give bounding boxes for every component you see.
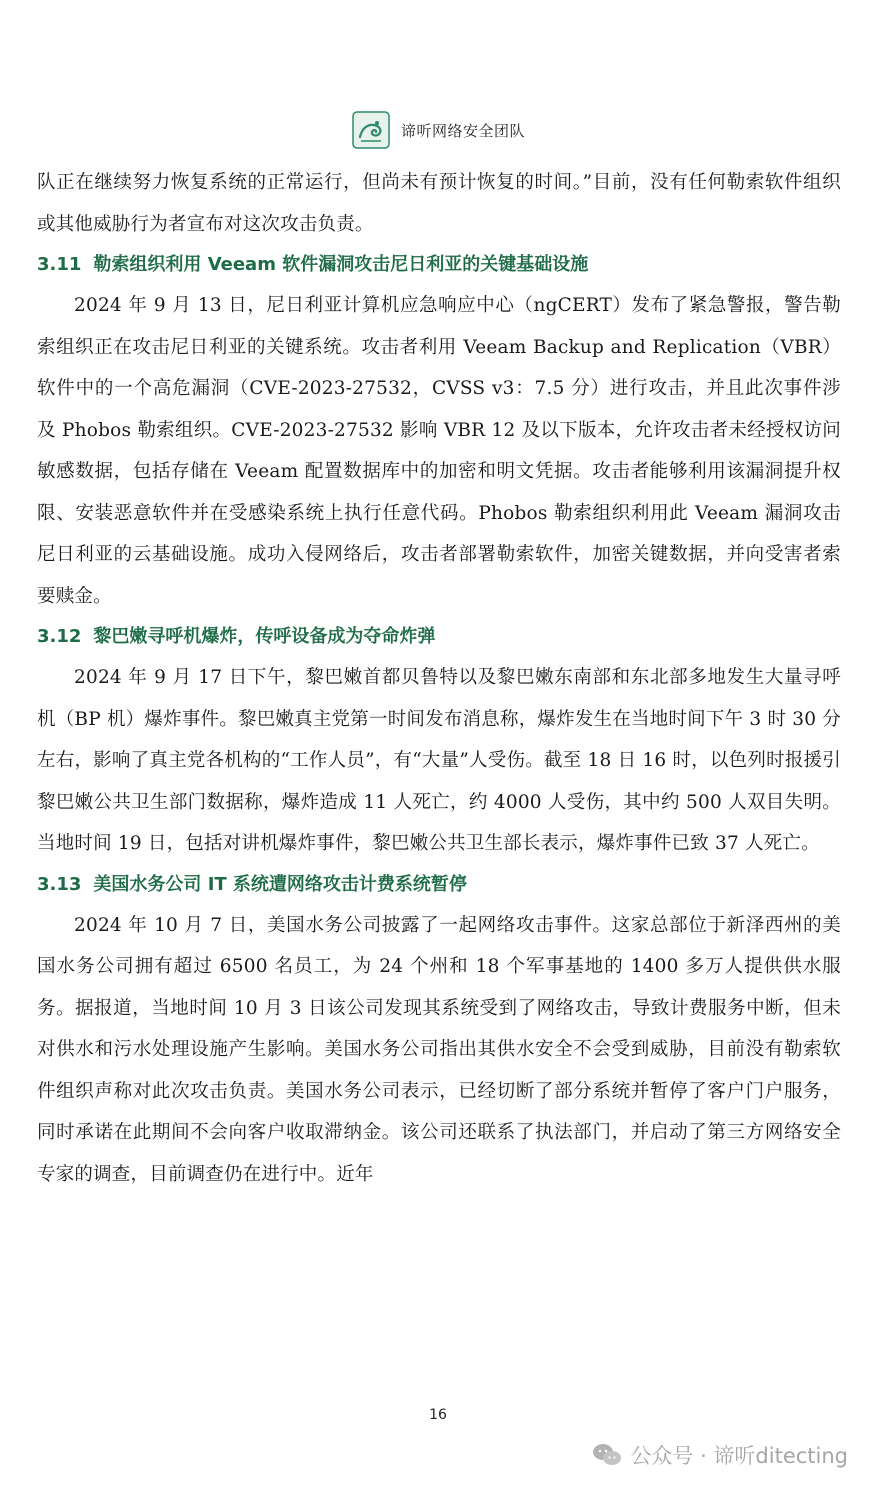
wechat-watermark <box>592 1440 848 1470</box>
dragon-logo-icon <box>351 110 391 150</box>
intro-paragraph: 队正在继续努力恢复系统的正常运行，但尚未有预计恢复的时间。”目前，没有任何勒索软件组织或其他威胁行为者宣布对这次攻击负责。 <box>37 172 841 235</box>
section-title: 黎巴嫩寻呼机爆炸，传呼设备成为夺命炸弹 <box>93 626 436 647</box>
section-title: 美国水务公司 IT 系统遭网络攻击计费系统暂停 <box>93 873 467 895</box>
section-title: 勒索组织利用 Veeam 软件漏洞攻击尼日利亚的关键基础设施 <box>93 254 589 275</box>
section-3-12-paragraph: 2024 年 9 月 17 日下午，黎巴嫩首都贝鲁特以及黎巴嫩东南部和东北部多地发生大量寻呼机（BP 机）爆炸事件。黎巴嫩真主党第一时间发布消息称，爆炸发生在当地时间下午 3 时 30 分左右，影响了真主党各机构的“工作人员”，有“大量”人受伤。截至 18 日 16 时，以色列时报援引黎巴嫩公共卫生部门数据称，爆炸造成 11 人死亡，约 4000 人受伤，其中约 500 人双目失明。当地时间 19 日，包括对讲机爆炸事件，黎巴嫩公共卫生部长表示，爆炸事件已致 37 人死亡。 <box>37 667 841 854</box>
page-number: 16 <box>429 1407 447 1423</box>
page-header <box>0 108 876 152</box>
wechat-icon <box>592 1442 622 1468</box>
section-heading-3-12 <box>37 617 841 657</box>
section-3-11-paragraph: 2024 年 9 月 13 日，尼日利亚计算机应急响应中心（ngCERT）发布了紧急警报，警告勒索组织正在攻击尼日利亚的关键系统。攻击者利用 Veeam Backup and Replication（VBR）软件中的一个高危漏洞（CVE-2023-27532，CVSS v3：7.5 分）进行攻击，并且此次事件涉及 Phobos 勒索组织。CVE-2023-27532 影响 VBR 12 及以下版本，允许攻击者未经授权访问敏感数据，包括存储在 Veeam 配置数据库中的加密和明文凭据。攻击者能够利用该漏洞提升权限、安装恶意软件并在受感染系统上执行任意代码。Phobos 勒索组织利用此 Veeam 漏洞攻击尼日利亚的云基础设施。成功入侵网络后，攻击者部署勒索软件，加密关键数据，并向受害者索要赎金。 <box>37 295 841 607</box>
section-heading-3-11 <box>37 245 841 285</box>
section-number: 3.13 <box>37 873 82 895</box>
section-3-13-paragraph: 2024 年 10 月 7 日，美国水务公司披露了一起网络攻击事件。这家总部位于新泽西州的美国水务公司拥有超过 6500 名员工，为 24 个州和 18 个军事基地的 1400 多万人提供供水服务。据报道，当地时间 10 月 3 日该公司发现其系统受到了网络攻击，导致计费服务中断，但未对供水和污水处理设施产生影响。美国水务公司指出其供水安全不会受到威胁，目前没有勒索软件组织声称对此次攻击负责。美国水务公司表示，已经切断了部分系统并暂停了客户门户服务，同时承诺在此期间不会向客户收取滞纳金。该公司还联系了执法部门，并启动了第三方网络安全专家的调查，目前调查仍在进行中。近年 <box>37 914 841 1185</box>
section-heading-3-13 <box>37 865 841 905</box>
watermark-text: 公众号 · 谛听ditecting <box>630 1444 848 1468</box>
organization-name: 谛听网络安全团队 <box>400 121 525 140</box>
section-number: 3.12 <box>37 626 82 647</box>
document-body <box>37 162 841 1195</box>
section-number: 3.11 <box>37 254 82 275</box>
